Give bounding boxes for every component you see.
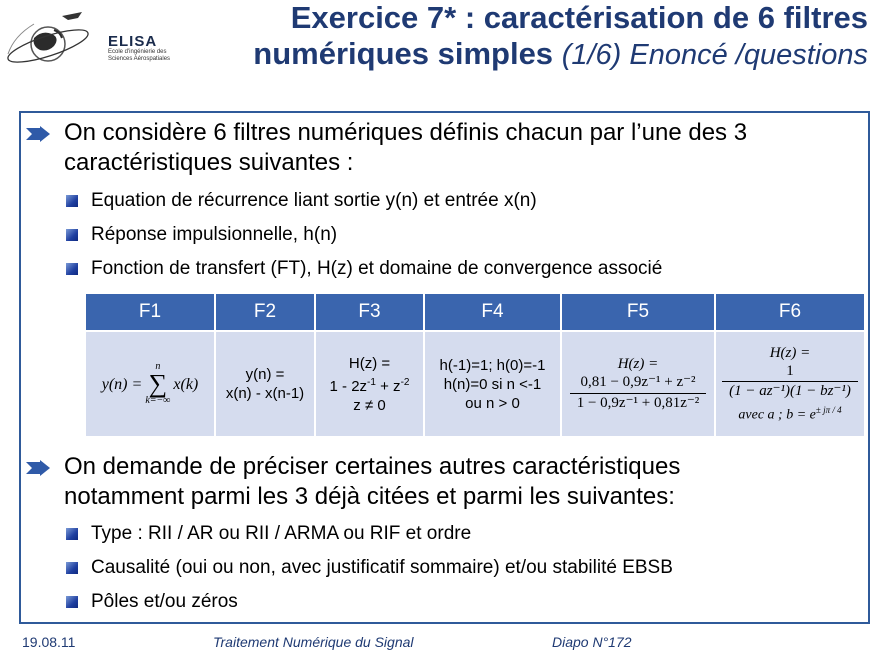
f5-lhs: H(z) =	[617, 355, 659, 372]
cell-f5	[561, 331, 715, 436]
table-header-row	[86, 294, 864, 331]
footer-course: Traitement Numérique du Signal	[213, 634, 414, 650]
bullet-text: caractéristiques suivantes :	[64, 149, 354, 176]
f3-term1: 1 - 2z	[329, 377, 368, 395]
f4-line2: h(n)=0 si n <-1	[443, 375, 542, 393]
bullet-text: Equation de récurrence liant sortie y(n) et entrée x(n)	[91, 190, 537, 211]
f5-numerator: 0,81 − 0,9z⁻¹ + z⁻²	[580, 373, 696, 390]
f2-line1: y(n) =	[245, 366, 285, 383]
f4-line3: ou n > 0	[465, 394, 520, 412]
arrow-bullet-icon	[26, 126, 50, 142]
square-bullet-icon	[66, 195, 78, 207]
header-f5: F5	[561, 294, 715, 331]
header-f3: F3	[315, 294, 424, 331]
f3-exp2: -2	[400, 376, 410, 388]
footer-slide-number: Diapo N°172	[552, 634, 632, 650]
f6-denominator: (1 − az⁻¹)(1 − bz⁻¹)	[722, 381, 858, 400]
logo-subtitle: Ecole d'ingénierie des Sciences Aérospatiales	[108, 49, 171, 62]
header-f6: F6	[715, 294, 864, 331]
square-bullet-icon	[66, 562, 78, 574]
f2-line2: x(n) - x(n-1)	[225, 385, 305, 402]
square-bullet-icon	[66, 528, 78, 540]
bullet-text: Causalité (oui ou non, avec justificatif sommaire) et/ou stabilité EBSB	[91, 557, 673, 578]
f6-cond-exp: ± jπ / 4	[815, 404, 842, 415]
title-line1: Exercice 7* : caractérisation de 6 filtres	[290, 0, 868, 35]
f3-line3: z ≠ 0	[353, 396, 386, 414]
slide-title	[253, 0, 868, 73]
title-line2	[253, 36, 868, 73]
globe-plane-icon	[4, 6, 104, 70]
title-line2-italic: (1/6) Enoncé /questions	[561, 39, 868, 71]
cell-f3	[315, 331, 424, 436]
header-f4: F4	[424, 294, 561, 331]
f6-numerator: 1	[786, 362, 794, 379]
title-line2-bold: numériques simples	[253, 36, 554, 71]
bullet-text: On demande de préciser certaines autres caractéristiques	[64, 453, 681, 480]
f6-condition	[716, 401, 864, 425]
f1-sum-top: n	[155, 361, 161, 372]
square-bullet-icon	[66, 263, 78, 275]
f1-lhs: y(n) =	[101, 375, 143, 393]
f5-denominator: 1 − 0,9z⁻¹ + 0,81z⁻²	[570, 393, 706, 412]
table-row	[86, 331, 864, 436]
header-f1: F1	[86, 294, 215, 331]
elisa-logo	[4, 6, 174, 70]
cell-f2	[215, 331, 315, 436]
bullet-text: Pôles et/ou zéros	[91, 591, 238, 612]
filters-table	[86, 294, 864, 436]
f1-rhs: x(k)	[173, 375, 199, 393]
header-f2: F2	[215, 294, 315, 331]
square-bullet-icon	[66, 596, 78, 608]
f3-line1: H(z) =	[348, 354, 391, 372]
logo-name: ELISA	[108, 33, 158, 50]
arrow-bullet-icon	[26, 460, 50, 476]
footer-date: 19.08.11	[22, 634, 76, 650]
bullet-text: Fonction de transfert (FT), H(z) et domaine de convergence associé	[91, 258, 663, 279]
f6-lhs: H(z) =	[769, 344, 811, 361]
f1-sum-bottom: k=−∞	[145, 395, 171, 406]
f4-line1: h(-1)=1; h(0)=-1	[439, 356, 546, 374]
cell-f4	[424, 331, 561, 436]
bullet-text: Type : RII / AR ou RII / ARMA ou RIF et ordre	[91, 523, 472, 544]
f6-cond-text: avec a ; b = e	[738, 407, 816, 423]
cell-f1	[86, 331, 215, 436]
cell-f6	[715, 331, 864, 436]
f3-exp1: -1	[367, 376, 376, 388]
f3-term2: + z	[375, 377, 401, 395]
sigma-icon: ∑	[148, 369, 168, 398]
f3-line2	[316, 373, 423, 396]
bullet-text: Réponse impulsionnelle, h(n)	[91, 224, 338, 245]
bullet-text: notamment parmi les 3 déjà citées et parmi les suivantes:	[64, 483, 675, 510]
square-bullet-icon	[66, 229, 78, 241]
bullet-text: On considère 6 filtres numériques définis chacun par l’une des 3	[64, 119, 748, 146]
